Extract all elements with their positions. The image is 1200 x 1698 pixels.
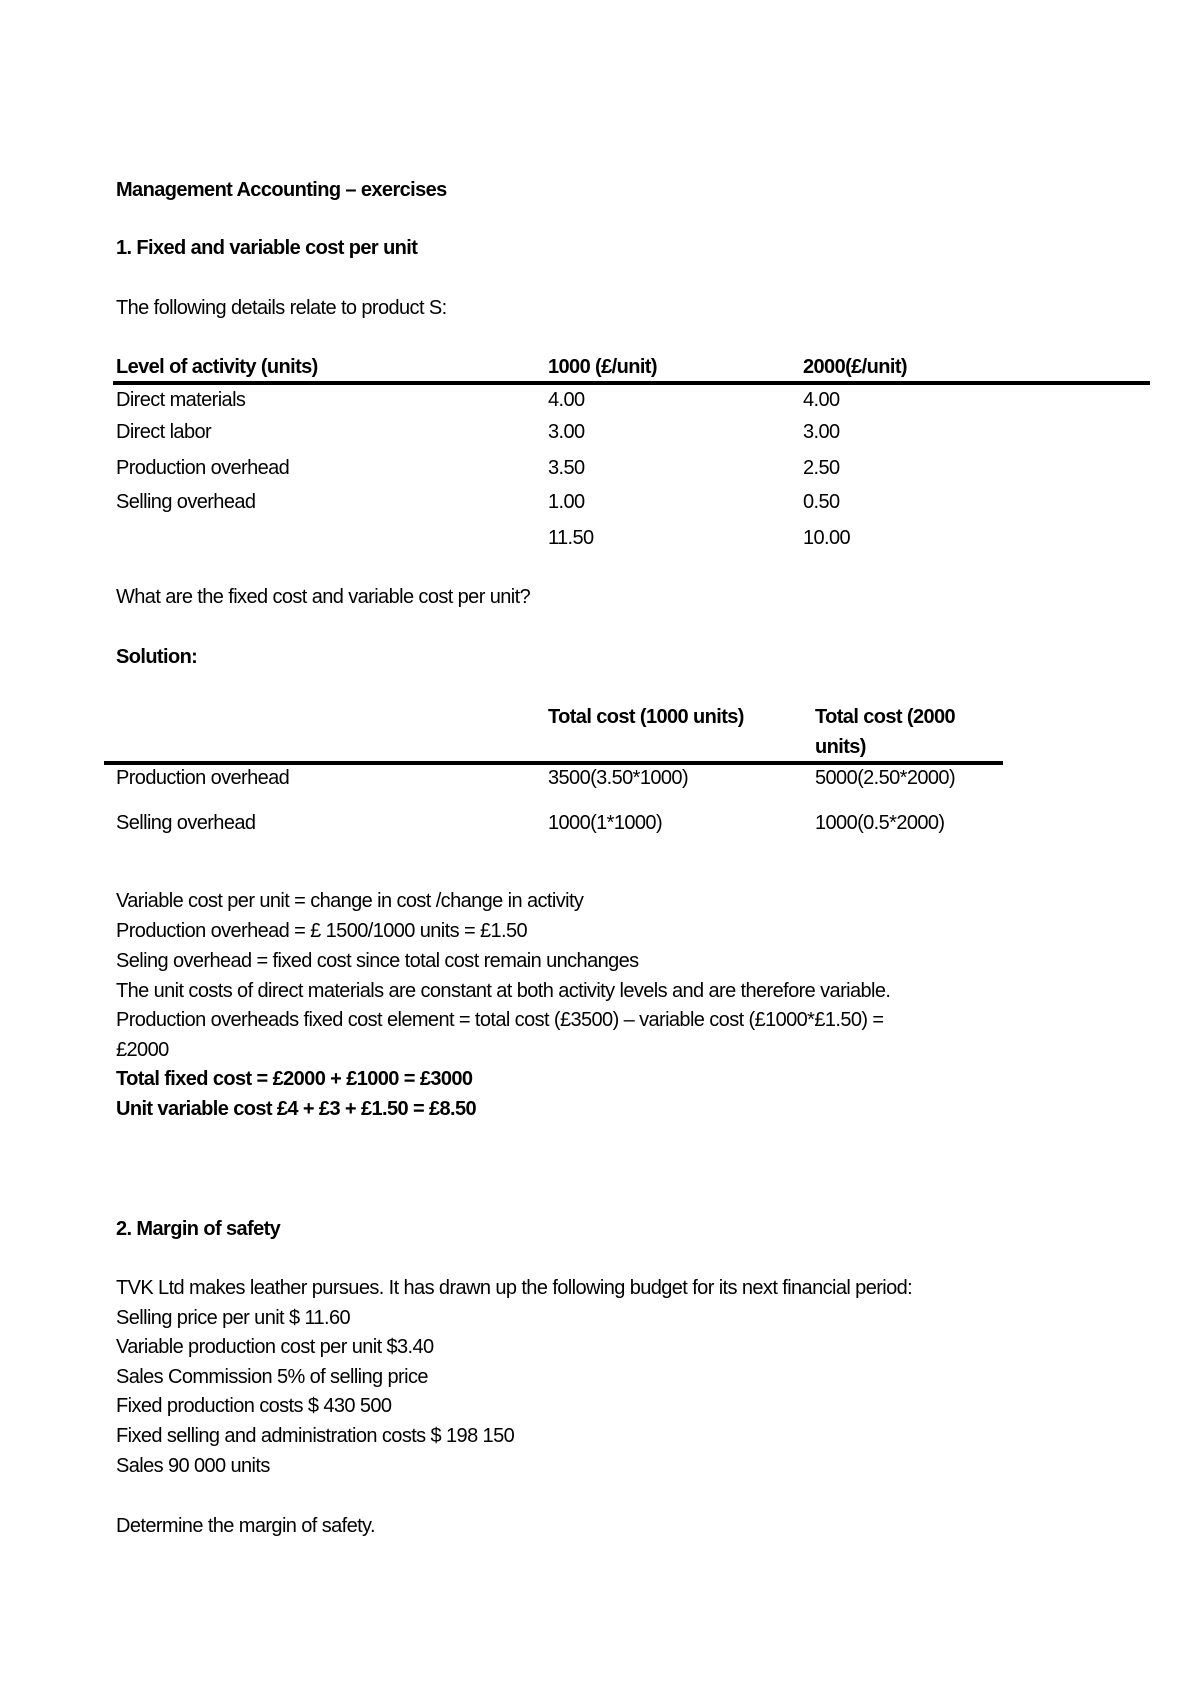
solution-line: Production overheads fixed cost element = total cost (£3500) – variable cost (£1000*£1.50) = [116, 1009, 884, 1031]
section2-line: Sales Commission 5% of selling price [116, 1366, 428, 1388]
section2-line: Selling price per unit $ 11.60 [116, 1307, 351, 1329]
table-header: 1000 (£/unit) [548, 356, 657, 378]
solution-line: The unit costs of direct materials are constant at both activity levels and are therefore variable. [116, 980, 891, 1002]
table-header: units) [815, 736, 866, 758]
table-cell: 3.00 [548, 421, 585, 443]
table-cell: 3.50 [548, 457, 585, 479]
table-cell: 4.00 [803, 389, 840, 411]
table-cell: Production overhead [116, 767, 290, 789]
table-cell: Selling overhead [116, 812, 256, 834]
table-total: 10.00 [803, 527, 851, 549]
table-cell: 2.50 [803, 457, 840, 479]
solution-label: Solution: [116, 646, 198, 668]
table-header: Total cost (1000 units) [548, 706, 744, 728]
table-cell: Direct labor [116, 421, 212, 443]
section2-line: Sales 90 000 units [116, 1455, 270, 1477]
table-cell: 1.00 [548, 491, 585, 513]
section1-question: What are the fixed cost and variable cost per unit? [116, 586, 531, 608]
solution-line: £2000 [116, 1039, 169, 1061]
table-cell: Production overhead [116, 457, 290, 479]
section2-heading: 2. Margin of safety [116, 1218, 281, 1240]
total-fixed-cost: Total fixed cost = £2000 + £1000 = £3000 [116, 1068, 473, 1090]
table-header: Total cost (2000 [815, 706, 956, 728]
table-header: 2000(£/unit) [803, 356, 907, 378]
section1-heading: 1. Fixed and variable cost per unit [116, 237, 418, 259]
table-cell: 3500(3.50*1000) [548, 767, 689, 789]
section2-line: TVK Ltd makes leather pursues. It has drawn up the following budget for its next financial period: [116, 1277, 913, 1299]
section2-line: Fixed selling and administration costs $ 198 150 [116, 1425, 515, 1447]
solution-line: Variable cost per unit = change in cost /change in activity [116, 890, 584, 912]
table-cell: 5000(2.50*2000) [815, 767, 956, 789]
table-cell: 0.50 [803, 491, 840, 513]
table-cell: 1000(1*1000) [548, 812, 663, 834]
section2-question: Determine the margin of safety. [116, 1515, 375, 1537]
solution-line: Seling overhead = fixed cost since total cost remain unchanges [116, 950, 639, 972]
document-title: Management Accounting – exercises [116, 179, 447, 201]
unit-variable-cost: Unit variable cost £4 + £3 + £1.50 = £8.50 [116, 1098, 477, 1120]
section2-line: Variable production cost per unit $3.40 [116, 1336, 434, 1358]
table-header-rule [113, 381, 1150, 385]
solution-line: Production overhead = £ 1500/1000 units = £1.50 [116, 920, 528, 942]
section2-line: Fixed production costs $ 430 500 [116, 1395, 392, 1417]
table-total: 11.50 [548, 527, 594, 549]
section1-intro: The following details relate to product S: [116, 297, 447, 319]
table-cell: 4.00 [548, 389, 585, 411]
table-cell: 1000(0.5*2000) [815, 812, 945, 834]
table-cell: Selling overhead [116, 491, 256, 513]
table-cell: Direct materials [116, 389, 246, 411]
table-header: Level of activity (units) [116, 356, 318, 378]
table-cell: 3.00 [803, 421, 840, 443]
